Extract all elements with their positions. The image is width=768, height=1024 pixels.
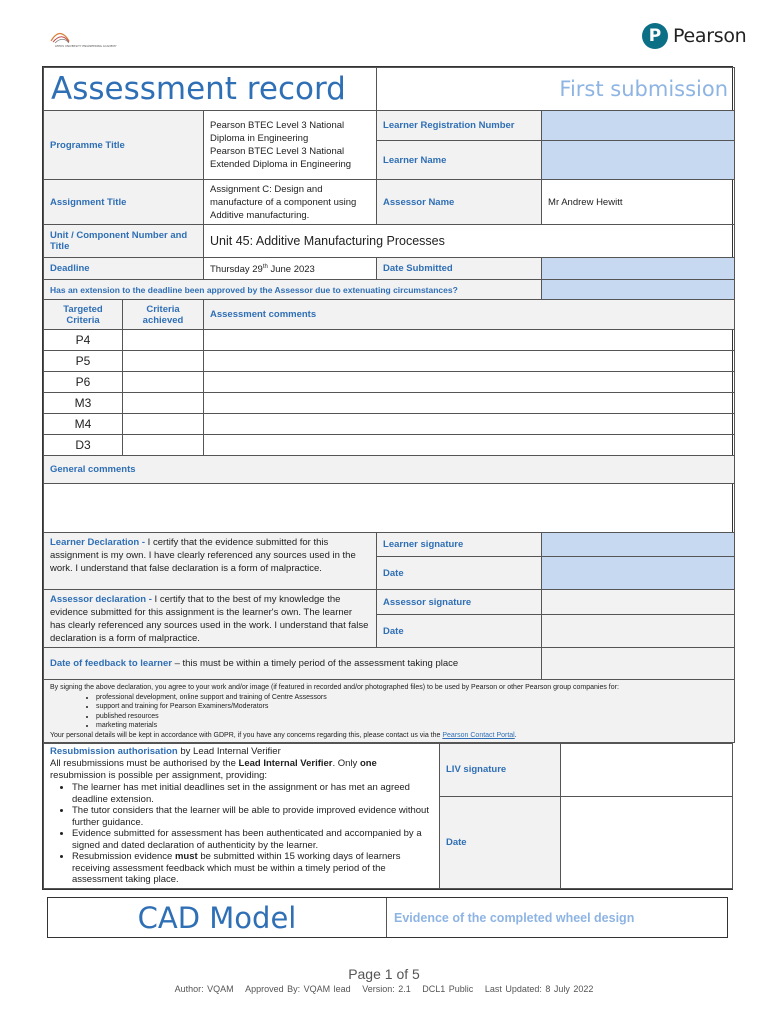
date-submitted-label: Date Submitted bbox=[377, 258, 542, 280]
extension-question: Has an extension to the deadline been approved by the Assessor due to extenuating circumstances? bbox=[44, 280, 542, 300]
criteria-comment-cell[interactable] bbox=[204, 435, 735, 456]
assessor-signature-label: Assessor signature bbox=[377, 590, 542, 615]
privacy-item: • marketing materials bbox=[96, 721, 728, 731]
learner-signature-label: Learner signature bbox=[377, 533, 542, 557]
criteria-code: M3 bbox=[44, 393, 123, 414]
learner-date-field[interactable] bbox=[542, 557, 735, 590]
pearson-logo-icon: P bbox=[642, 23, 668, 49]
learner-registration-field[interactable] bbox=[542, 111, 735, 141]
criteria-achieved-cell[interactable] bbox=[123, 330, 204, 351]
criteria-comment-cell[interactable] bbox=[204, 393, 735, 414]
resub-condition: • The tutor considers that the learner will be able to provide improved evidence without further guidance. bbox=[72, 805, 433, 828]
criteria-row bbox=[44, 330, 735, 351]
pearson-wordmark: Pearson bbox=[673, 25, 747, 47]
learner-signature-field[interactable] bbox=[542, 533, 735, 557]
feedback-date-field[interactable] bbox=[542, 648, 735, 680]
assignment-title-label: Assignment Title bbox=[44, 180, 204, 225]
deadline-value: Thursday 29th June 2023 bbox=[204, 258, 377, 280]
footer-approved: Approved By: VQAM lead bbox=[245, 984, 351, 994]
criteria-achieved-cell[interactable] bbox=[123, 435, 204, 456]
criteria-achieved-cell[interactable] bbox=[123, 372, 204, 393]
programme-line-2: Pearson BTEC Level 3 National Extended Diploma in Engineering bbox=[210, 146, 352, 170]
resub-condition: • Resubmission evidence must be submitted within 15 working days of learners receiving assessment feedback which must be within a timely period of the assessment taking place. bbox=[72, 851, 433, 886]
criteria-achieved-header: Criteria achieved bbox=[123, 300, 204, 330]
academy-logo-text: LEEDS UNIVERSITY ENGINEERING ACADEMY bbox=[55, 44, 117, 48]
programme-line-1: Pearson BTEC Level 3 National Diploma in Engineering bbox=[210, 120, 345, 144]
date-submitted-field[interactable] bbox=[542, 258, 735, 280]
learner-declaration: Learner Declaration - I certify that the evidence submitted for this assignment is my own. I have clearly referenced any sources used in the work. I understand that false declaration is a form of malpractice. bbox=[44, 533, 377, 590]
privacy-intro: By signing the above declaration, you agree to your work and/or image (if featured in recorded and/or photographed files) to be used by Pearson or other Pearson group companies for: bbox=[50, 684, 619, 691]
privacy-item: • support and training for Pearson Examiners/Moderators bbox=[96, 702, 728, 712]
assessor-date-label: Date bbox=[377, 615, 542, 648]
assessor-name-label: Assessor Name bbox=[377, 180, 542, 225]
criteria-comment-cell[interactable] bbox=[204, 414, 735, 435]
criteria-code: P5 bbox=[44, 351, 123, 372]
assessor-signature-field[interactable] bbox=[542, 590, 735, 615]
criteria-row bbox=[44, 393, 735, 414]
assessment-record-form bbox=[42, 66, 733, 890]
liv-signature-label: LIV signature bbox=[440, 744, 561, 797]
liv-date-label: Date bbox=[440, 796, 561, 888]
criteria-comment-cell[interactable] bbox=[204, 330, 735, 351]
privacy-item: • professional development, online support and training of Centre Assessors bbox=[96, 693, 728, 703]
academy-logo bbox=[49, 27, 117, 53]
criteria-row bbox=[44, 372, 735, 393]
footer-updated: Last Updated: 8 July 2022 bbox=[484, 984, 594, 994]
criteria-row bbox=[44, 435, 735, 456]
cad-model-section bbox=[47, 897, 728, 938]
criteria-achieved-cell[interactable] bbox=[123, 414, 204, 435]
criteria-row bbox=[44, 414, 735, 435]
unit-value: Unit 45: Additive Manufacturing Processes bbox=[204, 225, 735, 258]
criteria-code: P4 bbox=[44, 330, 123, 351]
page-number: Page 1 of 5 bbox=[348, 966, 420, 982]
privacy-notice bbox=[44, 680, 735, 743]
learner-name-field[interactable] bbox=[542, 141, 735, 180]
general-comments-label: General comments bbox=[44, 456, 735, 484]
footer-version: Version: 2.1 bbox=[362, 984, 411, 994]
footer-author: Author: VQAM bbox=[174, 984, 234, 994]
resubmission-authorisation bbox=[44, 744, 440, 889]
criteria-row bbox=[44, 351, 735, 372]
page-title: Assessment record bbox=[44, 68, 377, 111]
assessor-date-field[interactable] bbox=[542, 615, 735, 648]
criteria-achieved-cell[interactable] bbox=[123, 351, 204, 372]
cad-model-title: CAD Model bbox=[48, 898, 387, 937]
pearson-logo bbox=[642, 22, 746, 50]
resub-condition: • Evidence submitted for assessment has been authenticated and accompanied by a signed and dated declaration of authenticity by the learner. bbox=[72, 828, 433, 851]
privacy-footer: Your personal details will be kept in accordance with GDPR, if you have any concerns regarding this, please contact us via the Pearson Contact Portal. bbox=[50, 731, 517, 739]
criteria-code: D3 bbox=[44, 435, 123, 456]
targeted-criteria-header: Targeted Criteria bbox=[44, 300, 123, 330]
general-comments-field[interactable] bbox=[44, 484, 735, 533]
liv-signature-field[interactable] bbox=[561, 744, 733, 797]
resub-condition: • The learner has met initial deadlines set in the assignment or has met an agreed deadline extension. bbox=[72, 782, 433, 805]
criteria-code: P6 bbox=[44, 372, 123, 393]
assessor-declaration: Assessor declaration - I certify that to the best of my knowledge the evidence submitted for this assignment is the learner's own. The learner has clearly referenced any sources used in the work. I understand that false declaration is a form of malpractice. bbox=[44, 590, 377, 648]
cad-model-description: Evidence of the completed wheel design bbox=[394, 910, 635, 925]
learner-name-label: Learner Name bbox=[377, 141, 542, 180]
programme-title-value bbox=[204, 111, 377, 180]
deadline-label: Deadline bbox=[44, 258, 204, 280]
pearson-contact-portal-link[interactable]: Pearson Contact Portal bbox=[442, 731, 515, 739]
submission-status: First submission bbox=[377, 68, 735, 111]
extension-answer-field[interactable] bbox=[542, 280, 735, 300]
criteria-achieved-cell[interactable] bbox=[123, 393, 204, 414]
document-footer bbox=[0, 984, 768, 994]
unit-label: Unit / Component Number and Title bbox=[44, 225, 204, 258]
criteria-comment-cell[interactable] bbox=[204, 351, 735, 372]
assessment-comments-header: Assessment comments bbox=[204, 300, 735, 330]
feedback-date-row: Date of feedback to learner – this must be within a timely period of the assessment taking place bbox=[44, 648, 542, 680]
assessor-name-value: Mr Andrew Hewitt bbox=[542, 180, 735, 225]
learner-date-label: Date bbox=[377, 557, 542, 590]
resub-heading: Resubmission authorisation by Lead Internal Verifier bbox=[50, 746, 281, 757]
assignment-title-value: Assignment C: Design and manufacture of a component using Additive manufacturing. bbox=[204, 180, 377, 225]
privacy-item: • published resources bbox=[96, 712, 728, 722]
criteria-code: M4 bbox=[44, 414, 123, 435]
resub-intro: All resubmissions must be authorised by the Lead Internal Verifier. Only one resubmission is possible per assignment, providing: bbox=[50, 758, 377, 781]
footer-classification: DCL1 Public bbox=[422, 984, 474, 994]
liv-date-field[interactable] bbox=[561, 796, 733, 888]
learner-registration-label: Learner Registration Number bbox=[377, 111, 542, 141]
programme-title-label: Programme Title bbox=[44, 111, 204, 180]
criteria-comment-cell[interactable] bbox=[204, 372, 735, 393]
